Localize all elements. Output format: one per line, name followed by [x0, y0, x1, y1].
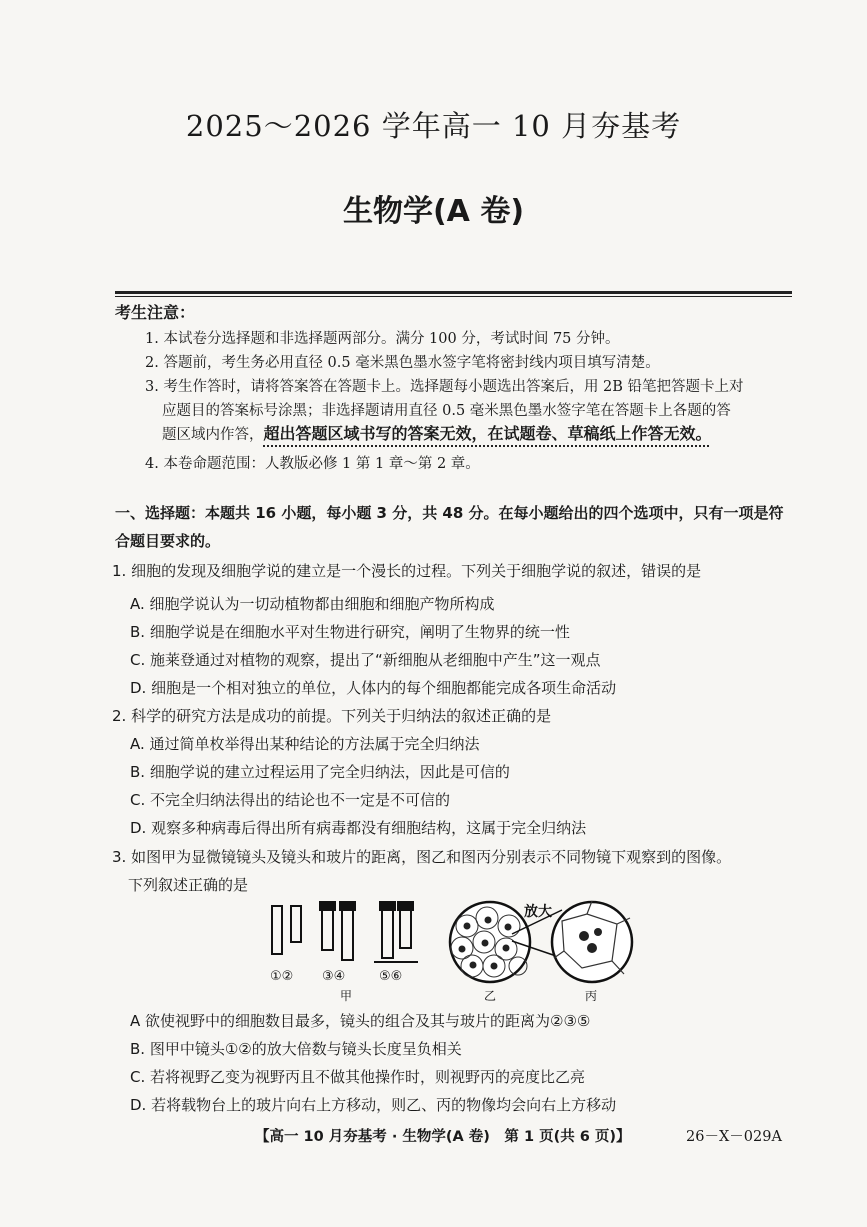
question-3-option-c: C. 若将视野乙变为视野丙且不做其他操作时，则视野丙的亮度比乙亮 [130, 1068, 586, 1086]
notice-heading: 考生注意： [115, 303, 196, 322]
lens-3-icon [320, 902, 335, 950]
caption-yi: 乙 [484, 989, 497, 1003]
notice-emphasis: 超出答题区域书写的答案无效，在试题卷、草稿纸上作答无效。 [263, 424, 712, 443]
section-heading-line1: 一、选择题：本题共 16 小题，每小题 3 分，共 48 分。在每小题给出的四个选项中，只有一项是符 [115, 504, 784, 522]
question-3-option-b: B. 图甲中镜头①②的放大倍数与镜头长度呈负相关 [130, 1040, 462, 1058]
question-3-stem: 3. 如图甲为显微镜镜头及镜头和玻片的距离，图乙和图丙分别表示不同物镜下观察到的图像。 [112, 848, 732, 866]
notice-item-3-cont: 应题目的答案标号涂黑；非选择题请用直径 0.5 毫米黑色墨水签字笔在答题卡上各题的答 [162, 403, 731, 419]
question-2-option-c: C. 不完全归纳法得出的结论也不一定是不可信的 [130, 791, 451, 809]
notice-item-1: 1. 本试卷分选择题和非选择题两部分。满分 100 分，考试时间 75 分钟。 [145, 331, 620, 347]
exam-subtitle: 生物学(A 卷) [342, 194, 525, 229]
question-3-option-a: A 欲使视野中的细胞数目最多，镜头的组合及其与玻片的距离为②③⑤ [130, 1012, 591, 1030]
header-rule-thick [115, 291, 792, 294]
lens-6-icon [398, 902, 413, 948]
notice-item-3-cont2 [162, 421, 712, 444]
caption-bing: 丙 [585, 989, 598, 1003]
notice-item-3: 3. 考生作答时，请将答案答在答题卡上。选择题每小题选出答案后，用 2B 铅笔把答题卡上对 [145, 379, 744, 395]
paper-code: 26－X－029A [686, 1129, 782, 1145]
question-3-option-d: D. 若将载物台上的玻片向右上方移动，则乙、丙的物像均会向右上方移动 [130, 1096, 617, 1114]
notice-item-4: 4. 本卷命题范围：人教版必修 1 第 1 章～第 2 章。 [145, 456, 480, 472]
question-2-option-d: D. 观察多种病毒后得出所有病毒都没有细胞结构，这属于完全归纳法 [130, 819, 587, 837]
question-1-option-b: B. 细胞学说是在细胞水平对生物进行研究，阐明了生物界的统一性 [130, 623, 570, 641]
question-2-option-a: A. 通过简单枚举得出某种结论的方法属于完全归纳法 [130, 735, 480, 753]
field-of-view-bing [552, 901, 632, 982]
question-2-option-b: B. 细胞学说的建立过程运用了完全归纳法，因此是可信的 [130, 763, 510, 781]
magnify-label: 放大 [524, 904, 552, 920]
page-footer: 【高一 10 月夯基考 · 生物学(A 卷) 第 1 页(共 6 页)】 [255, 1129, 631, 1145]
lens-label-12: ①② [270, 969, 294, 984]
question-1-option-d: D. 细胞是一个相对独立的单位，人体内的每个细胞都能完成各项生命活动 [130, 679, 617, 697]
question-2-stem: 2. 科学的研究方法是成功的前提。下列关于归纳法的叙述正确的是 [112, 707, 552, 725]
caption-jia: 甲 [340, 989, 353, 1003]
question-1-option-c: C. 施莱登通过对植物的观察，提出了“新细胞从老细胞中产生”这一观点 [130, 651, 601, 669]
lens-5-icon [380, 902, 395, 958]
microscope-figure [262, 896, 642, 1006]
exam-title: 2025～2026 学年高一 10 月夯基考 [185, 109, 682, 143]
lens-4-icon [340, 902, 355, 960]
question-1-option-a: A. 细胞学说认为一切动植物都由细胞和细胞产物所构成 [130, 595, 495, 613]
notice-item-3-tail: 题区域内作答， [162, 427, 264, 443]
field-of-view-yi [450, 902, 530, 982]
lens-1-icon [272, 906, 282, 954]
lens-label-56: ⑤⑥ [379, 969, 403, 984]
section-heading-line2: 合题目要求的。 [115, 532, 221, 550]
notice-item-2: 2. 答题前，考生务必用直径 0.5 毫米黑色墨水签字笔将密封线内项目填写清楚。 [145, 355, 660, 371]
lens-label-34: ③④ [322, 969, 346, 984]
question-3-stem-line2: 下列叙述正确的是 [128, 876, 249, 894]
header-rule-thin [115, 296, 792, 297]
question-1-stem: 1. 细胞的发现及细胞学说的建立是一个漫长的过程。下列关于细胞学说的叙述，错误的是 [112, 562, 702, 580]
lens-2-icon [291, 906, 301, 942]
